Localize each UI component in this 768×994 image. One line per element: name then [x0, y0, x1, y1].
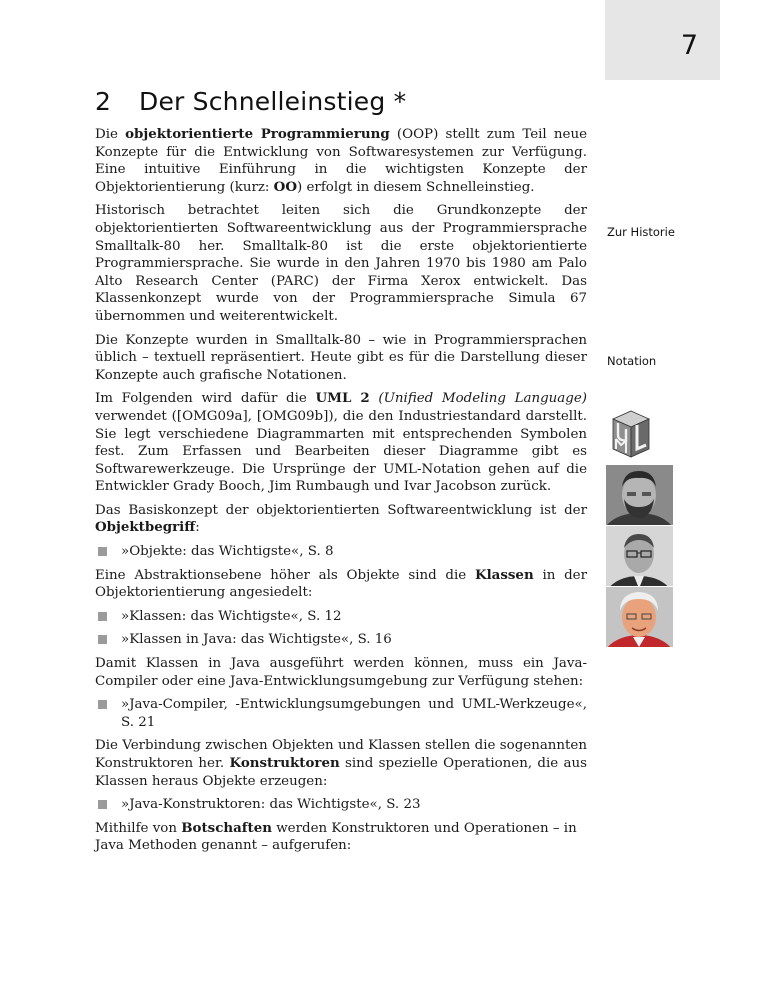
messages-paragraph: [95, 820, 587, 855]
page-number: 7: [680, 30, 698, 61]
text-run: sind spezielle Operationen, die aus Klassen heraus Objekte erzeugen:: [95, 756, 587, 789]
main-text: [95, 126, 587, 861]
bullet-text: »Java-Konstruktoren: das Wichtigste«, S. 23: [121, 797, 421, 813]
portrait-jacobson: [606, 587, 673, 647]
bullet-text: »Klassen in Java: das Wichtigste«, S. 16: [121, 632, 392, 648]
chapter-number: 2: [95, 87, 112, 116]
text-run: Mithilfe von: [95, 820, 182, 836]
bullet-item: [95, 608, 587, 626]
bullet-item: [95, 696, 587, 731]
text-run: (OOP) stellt zum Teil neue Konzepte für die Entwicklung von Softwaresystemen zur Verfügung. Eine intuitive Einführung in die wichtigsten Konzepte der Objektorientierung (kurz:: [95, 127, 587, 195]
text-run: Das Basiskonzept der objektorientierten Softwareentwicklung ist der: [95, 502, 587, 518]
uml-expansion: (Unified Modeling Language): [369, 391, 587, 407]
chapter-title: [95, 87, 406, 116]
margin-note-notation: Notation: [607, 354, 657, 368]
term-botschaften: Botschaften: [181, 819, 272, 836]
constructor-paragraph: [95, 737, 587, 790]
text-run: ) erfolgt in diesem Schnelleinstieg.: [297, 179, 535, 195]
portrait-booch: [606, 465, 673, 525]
term-konstruktoren: Konstruktoren: [229, 755, 340, 771]
term-oo: OO: [273, 178, 298, 195]
text-run: Die Verbindung zwischen Objekten und Klassen stellen die sogenannten Konstruktoren her.: [95, 738, 587, 771]
object-concept-paragraph: [95, 502, 587, 537]
chapter-title-text: Der Schnelleinstieg *: [139, 87, 407, 116]
bullet-square-icon: [98, 800, 107, 809]
uml-paragraph: [95, 390, 587, 496]
history-paragraph: Historisch betrachtet leiten sich die Grundkonzepte der objektorientierten Softwareentwicklung aus der Programmiersprache Smalltalk-80 her. Smalltalk-80 ist die erste objektorientierte Programmiersprache. Sie wurde in den Jahren 1970 bis 1980 am Palo Alto Research Center (PARC) der Firma Xerox entwickelt. Das Klassenkonzept wurde von der Programmiersprache Simula 67 übernommen und weiterentwickelt.: [95, 203, 587, 324]
bullet-square-icon: [98, 635, 107, 644]
bullet-item: [95, 543, 587, 561]
text-run: in der Objektorientierung angesiedelt:: [95, 567, 587, 601]
portrait-rumbaugh: [606, 526, 673, 586]
bullet-square-icon: [98, 612, 107, 621]
compiler-paragraph: Damit Klassen in Java ausgeführt werden können, muss ein Java-Compiler oder eine Java-Entwicklungsumgebung zur Verfügung stehen:: [95, 656, 587, 689]
intro-paragraph: [95, 126, 587, 196]
page-number-box: [605, 0, 720, 80]
bullet-square-icon: [98, 547, 107, 556]
bullet-square-icon: [98, 700, 107, 709]
term-uml: UML 2: [315, 390, 370, 407]
classes-paragraph: [95, 567, 587, 602]
text-run: werden Konstruktoren und Operationen – in Java Methoden genannt – aufgerufen:: [95, 820, 577, 854]
term-objektbegriff: Objektbegriff: [95, 519, 196, 536]
term-oop: objektorientierte Programmierung: [125, 126, 390, 142]
text-run: :: [195, 520, 200, 536]
bullet-item: [95, 631, 587, 649]
bullet-text: »Java-Compiler, -Entwicklungsumgebungen und UML-Werkzeuge«, S. 21: [121, 697, 587, 730]
bullet-item: [95, 796, 587, 814]
term-klassen: Klassen: [474, 566, 534, 583]
text-run: verwendet ([OMG09a], [OMG09b]), die den Industriestandard darstellt. Sie legt verschiedene Diagrammarten mit entsprechenden Symbolen fest. Zum Erfassen und Bearbeiten dieser Diagramme gibt es Softwarewerkzeuge. Die Ursprünge der UML-Notation gehen auf die Entwickler Grady Booch, Jim Rumbaugh und Ivar Jacobson zurück.: [95, 408, 587, 495]
bullet-text: »Klassen: das Wichtigste«, S. 12: [121, 608, 342, 624]
margin-note-history: Zur Historie: [607, 225, 675, 239]
text-run: Im Folgenden wird dafür die: [95, 391, 316, 407]
text-run: Die: [95, 127, 126, 142]
text-run: Eine Abstraktionsebene höher als Objekte sind die: [95, 567, 475, 583]
bullet-text: »Objekte: das Wichtigste«, S. 8: [121, 544, 334, 560]
uml-logo-icon: [609, 409, 653, 461]
notation-paragraph: Die Konzepte wurden in Smalltalk-80 – wie in Programmiersprachen üblich – textuell repräsentiert. Heute gibt es für die Darstellung dieser Konzepte auch grafische Notationen.: [95, 332, 587, 383]
